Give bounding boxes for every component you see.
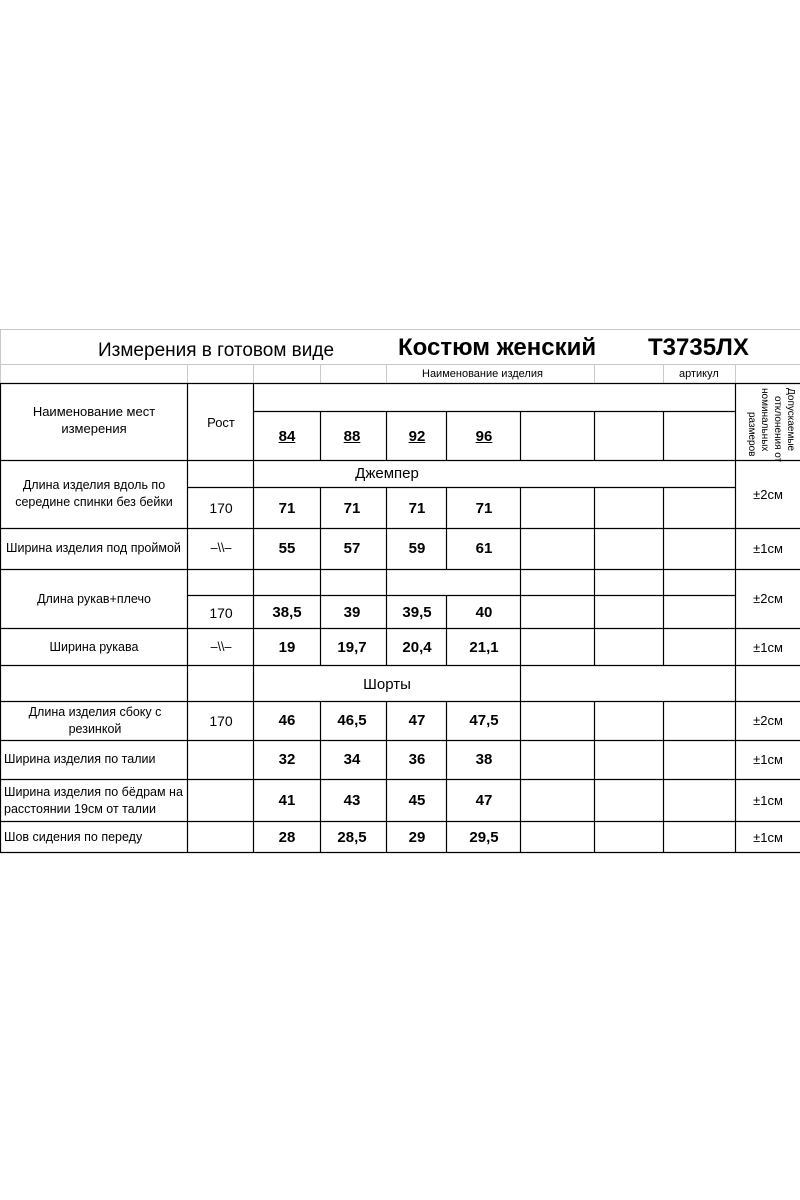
row-label: Ширина изделия по талии — [4, 752, 156, 766]
tolerance-header-line4: размеров — [746, 412, 757, 457]
row-label: Длина изделия вдоль по середине спинки без бейки — [15, 478, 173, 509]
row-value: 29,5 — [469, 829, 499, 846]
row-value: 19 — [278, 639, 296, 656]
row-tolerance: ±1см — [753, 541, 783, 556]
places-header: Наименование мест измерения — [32, 404, 156, 436]
row-value: 71 — [475, 500, 493, 517]
row-value: 41 — [278, 792, 296, 809]
row-tolerance: ±1см — [753, 752, 783, 767]
row-label: Ширина изделия под проймой — [6, 541, 181, 555]
row-value: 39,5 — [402, 604, 432, 621]
row-tolerance: ±2см — [753, 487, 783, 502]
row-tolerance: ±1см — [753, 830, 783, 845]
row-label: Ширина изделия по бёдрам на расстоянии 19см от талии — [4, 785, 183, 816]
row-label: Шов сидения по переду — [4, 830, 143, 844]
row-label: Длина изделия сбоку с резинкой — [28, 705, 162, 736]
row-value: 71 — [408, 500, 426, 517]
row-label: Ширина рукава — [49, 640, 139, 654]
row-value: 46,5 — [337, 712, 367, 729]
row-value: 36 — [408, 751, 426, 768]
height-header: Рост — [207, 415, 235, 430]
tolerance-header-line2: отклонения от — [772, 396, 783, 463]
row-tolerance: ±2см — [753, 713, 783, 728]
row-value: 28 — [278, 829, 296, 846]
row-value: 47 — [408, 712, 426, 729]
tolerance-header-line3: номинальных — [759, 388, 770, 452]
tolerance-header-line1: Допускаемые — [785, 388, 796, 452]
row-value: 55 — [278, 540, 296, 557]
row-value: 46 — [278, 712, 296, 729]
row-height: 170 — [209, 500, 233, 516]
row-value: 57 — [343, 540, 361, 557]
row-value: 32 — [278, 751, 296, 768]
size-92: 92 — [408, 428, 426, 445]
row-value: 45 — [408, 792, 426, 809]
measurements-title: Измерения в готовом виде — [98, 340, 335, 361]
row-height: 170 — [209, 713, 233, 729]
row-value: 19,7 — [337, 639, 367, 656]
row-tolerance: ±1см — [753, 640, 783, 655]
product-name: Костюм женский — [398, 334, 597, 361]
row-label: Длина рукав+плечо — [37, 592, 151, 606]
article-label: артикул — [679, 368, 719, 380]
article-number: Т3735ЛХ — [648, 334, 749, 361]
row-value: 34 — [343, 751, 361, 768]
section-shorts: Шорты — [363, 676, 411, 693]
row-height: 170 — [209, 605, 233, 621]
row-height: –\\– — [210, 541, 232, 555]
row-value: 59 — [408, 540, 426, 557]
row-value: 20,4 — [402, 639, 432, 656]
section-jumper: Джемпер — [355, 465, 419, 482]
row-value: 21,1 — [469, 639, 499, 656]
size-84: 84 — [278, 428, 296, 445]
row-tolerance: ±2см — [753, 591, 783, 606]
product-name-label: Наименование изделия — [422, 368, 543, 380]
row-height: –\\– — [210, 640, 232, 654]
row-value: 71 — [278, 500, 296, 517]
row-value: 38 — [475, 751, 493, 768]
row-value: 47 — [475, 792, 493, 809]
row-value: 38,5 — [272, 604, 302, 621]
row-tolerance: ±1см — [753, 793, 783, 808]
row-value: 28,5 — [337, 829, 367, 846]
row-value: 40 — [475, 604, 493, 621]
row-value: 43 — [343, 792, 361, 809]
row-value: 39 — [343, 604, 361, 621]
row-value: 29 — [408, 829, 426, 846]
row-value: 47,5 — [469, 712, 499, 729]
row-value: 61 — [475, 540, 493, 557]
row-value: 71 — [343, 500, 361, 517]
size-88: 88 — [343, 428, 361, 445]
size-96: 96 — [475, 428, 493, 445]
